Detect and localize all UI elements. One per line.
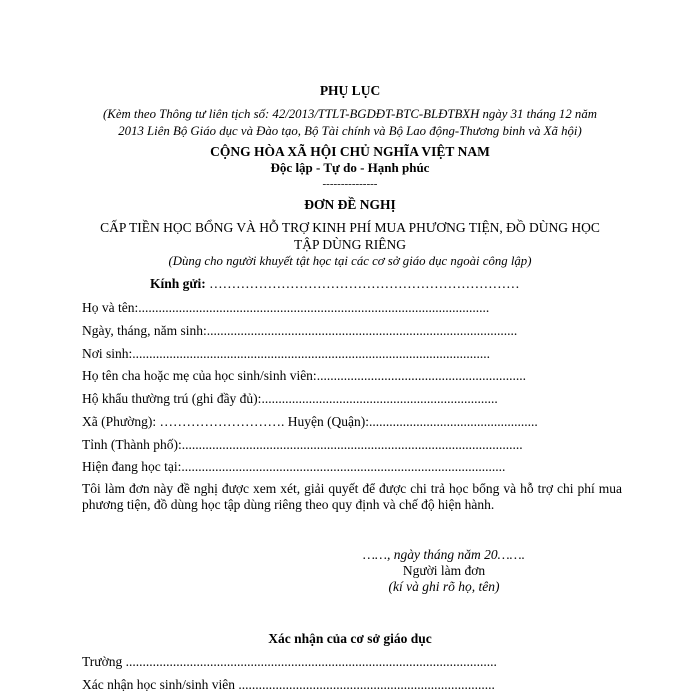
field-dots: .......................................................................................................... [132,346,491,361]
appendix-title: PHỤ LỤC [319,83,381,98]
field-dots: ............................................................................ [234,677,495,692]
field-dots: ...................................................................... [261,391,498,406]
national-motto: Độc lập - Tự do - Hạnh phúc [270,160,430,175]
applicant-label: Người làm đơn [402,563,486,578]
signature-note: (kí và ghi rõ họ, tên) [388,579,500,594]
reference-line-1: (Kèm theo Thông tư liên tịch số: 42/2013/TTLT-BGDĐT-BTC-BLĐTBXH ngày 31 tháng 12 năm [103,107,597,121]
field-label: Tỉnh (Thành phố): [82,437,182,452]
field-dots: .............................................................................................................. [122,654,497,669]
field-current-school [82,459,505,475]
field-label: Hiện đang học tại: [82,459,182,474]
field-dots: ........................................................................................................ [138,300,490,315]
field-dots: ..................................................................................................... [181,437,523,452]
field-dots: .................................................. [369,414,538,429]
field-parent-name [82,368,526,384]
addressee-dots: …………………………………………………………… [209,276,520,291]
confirmation-student [82,677,495,693]
field-label: Họ tên cha hoặc mẹ của học sinh/sinh viên: [82,368,317,383]
confirmation-title: Xác nhận của cơ sở giáo dục [268,631,432,646]
field-label: Xã (Phường): ………………………. Huyện (Quận): [82,414,370,429]
field-dots: .............................................................. [316,368,526,383]
form-subtitle-line-2: TẬP DÙNG RIÊNG [294,237,406,252]
confirmation-school [82,654,497,670]
addressee-label: Kính gửi: [150,276,206,291]
field-label: Nơi sinh: [82,346,133,361]
field-label: Ngày, tháng, năm sinh: [82,323,207,338]
signature-date-line: ……, ngày tháng năm 20……. [362,547,525,562]
field-permanent-residence [82,391,498,407]
field-dots: ................................................................................................ [181,459,506,474]
form-title: ĐƠN ĐỀ NGHỊ [304,197,396,212]
form-subtitle-line-1: CẤP TIỀN HỌC BỔNG VÀ HỖ TRỢ KINH PHÍ MUA PHƯƠNG TIỆN, ĐỒ DÙNG HỌC [100,220,600,235]
field-date-of-birth [82,323,517,339]
field-province [82,437,523,453]
field-label: Hộ khẩu thường trú (ghi đầy đủ): [82,391,262,406]
header-separator: --------------- [322,178,378,190]
country-name: CỘNG HÒA XÃ HỘI CHỦ NGHĨA VIỆT NAM [210,144,490,159]
field-full-name [82,300,489,316]
field-label: Họ và tên: [82,300,139,315]
field-commune-district [82,414,538,430]
request-text-line-2: phương tiện, đồ dùng học tập dùng riêng theo quy định và chế độ hiện hành. [82,497,495,512]
field-place-of-birth [82,346,490,362]
field-dots: ............................................................................................ [206,323,518,338]
reference-line-2: 2013 Liên Bộ Giáo dục và Đào tạo, Bộ Tài chính và Bộ Lao động-Thương binh và Xã hội) [118,124,582,138]
request-text-line-1: Tôi làm đơn này đề nghị được xem xét, giải quyết để được chi trả học bổng và hỗ trợ chi phí mua [82,481,622,496]
field-label: Xác nhận học sinh/sinh viên [82,677,235,692]
field-label: Trường [82,654,123,669]
usage-note: (Dùng cho người khuyết tật học tại các cơ sở giáo dục ngoài công lập) [168,254,532,268]
addressee-line [150,276,520,292]
